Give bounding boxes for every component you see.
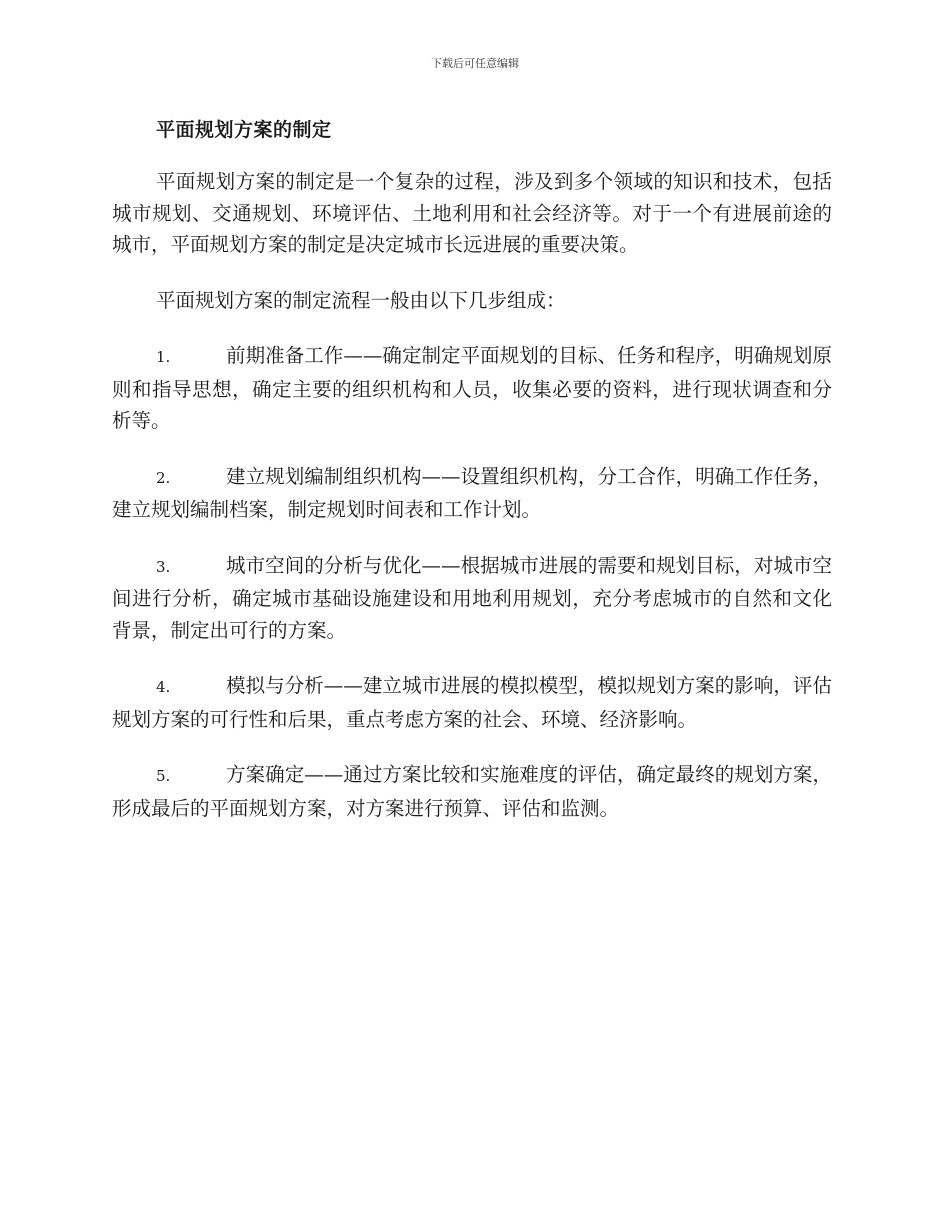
- step-text: 前期准备工作——确定制定平面规划的目标、任务和程序，明确规划原则和指导思想，确定主要的组织机构和人员，收集必要的资料，进行现状调查和分析等。: [112, 344, 832, 432]
- step-number: 3.: [156, 557, 171, 576]
- step-text: 模拟与分析——建立城市进展的模拟模型，模拟规划方案的影响，评估规划方案的可行性和后果，重点考虑方案的社会、环境、经济影响。: [112, 674, 832, 731]
- lead-paragraph: 平面规划方案的制定流程一般由以下几步组成：: [156, 288, 566, 312]
- step-number: 4.: [156, 678, 171, 696]
- step-text: 建立规划编制组织机构——设置组织机构，分工合作，明确工作任务，建立规划编制档案，制定规划时间表和工作计划。: [112, 464, 832, 521]
- header-note: 下载后可任意编辑: [431, 57, 519, 70]
- step-item: [112, 340, 832, 437]
- step-item: [112, 550, 832, 647]
- step-number: 1.: [156, 348, 171, 366]
- step-number: 5.: [156, 767, 171, 785]
- document-body: [112, 166, 832, 848]
- step-item: [112, 670, 832, 735]
- document-title: 平面规划方案的制定: [156, 119, 332, 141]
- step-text: 城市空间的分析与优化——根据城市进展的需要和规划目标，对城市空间进行分析，确定城市基础设施建设和用地利用规划，充分考虑城市的自然和文化背景，制定出可行的方案。: [112, 553, 832, 642]
- step-number: 2.: [156, 468, 171, 487]
- intro-paragraph: 平面规划方案的制定是一个复杂的过程，涉及到多个领域的知识和技术，包括城市规划、交通规划、环境评估、土地利用和社会经济等。对于一个有进展前途的城市，平面规划方案的制定是决定城市长远进展的重要决策。: [112, 170, 832, 256]
- step-item: [112, 461, 832, 526]
- step-text: 方案确定——通过方案比较和实施难度的评估，确定最终的规划方案，形成最后的平面规划方案，对方案进行预算、评估和监测。: [112, 763, 832, 820]
- step-item: [112, 759, 832, 824]
